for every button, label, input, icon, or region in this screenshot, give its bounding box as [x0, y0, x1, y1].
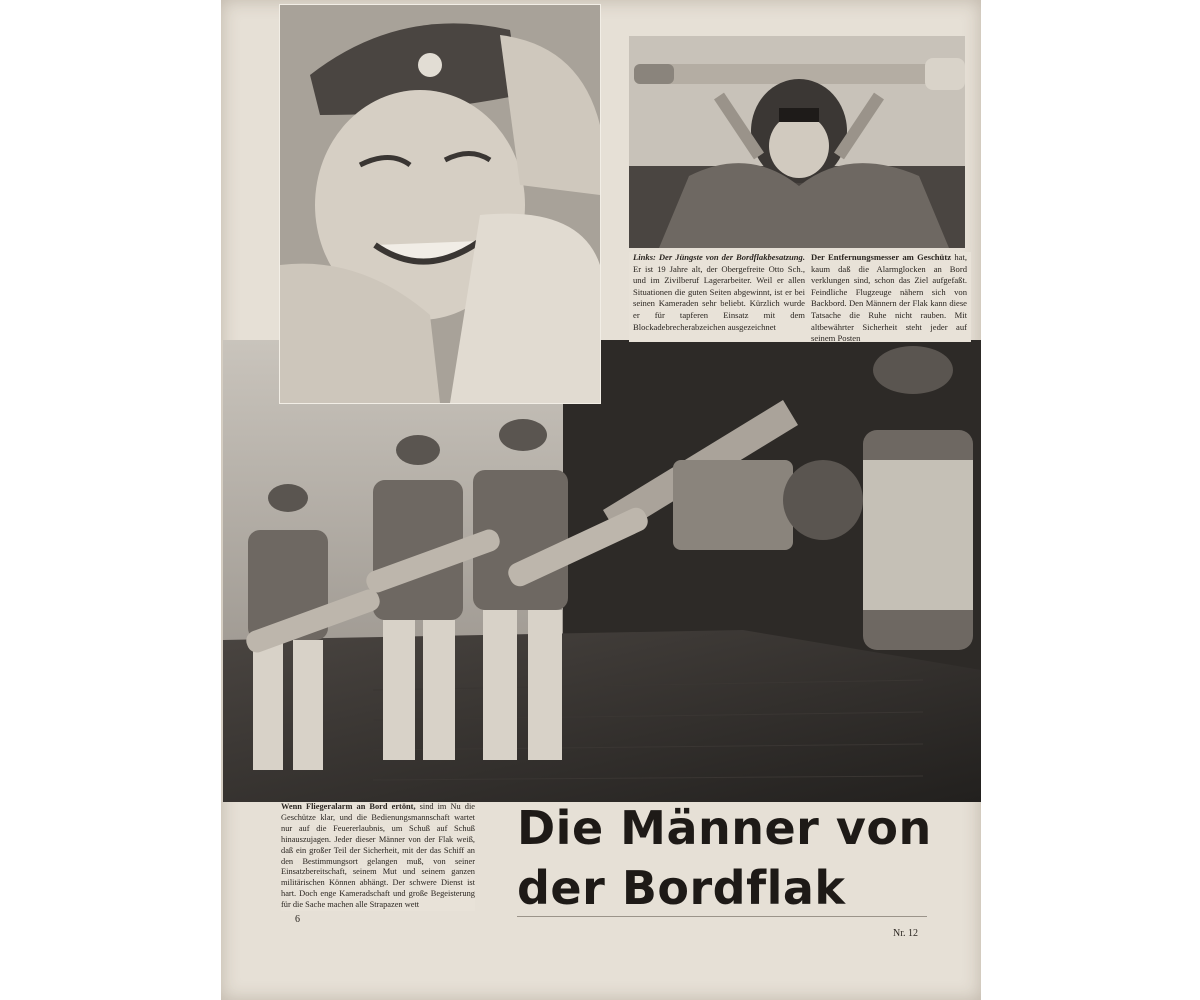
- caption-lead: Wenn Fliegeralarm an Bord ertönt,: [281, 802, 416, 811]
- caption-gun-crew: [281, 802, 475, 911]
- issue-number: Nr. 12: [893, 928, 918, 939]
- caption-lead: Der Entfernungsmesser am Geschütz: [811, 252, 952, 262]
- range-finder-photo: [629, 36, 965, 248]
- article-headline: [517, 798, 957, 918]
- youngest-sailor-photo: [279, 4, 601, 404]
- caption-body: sind im Nu die Geschütze klar, und die Bedienungsmannschaft wartet nur auf die Feuererlaubnis, um Schuß auf Schuß hinauszujagen. Jeder dieser Männer von der Flak weiß, daß ein großer Teil der Sicherheit, mit der das Schiff an den Bestimmungsort gelangen muß, von seiner Einsatzbereitschaft, seinem Mut und seinem ganzen militärischen Können abhängt. Der schwere Dienst ist hart. Doch enge Kameradschaft und große Begeisterung für die Sache machen alle Strapazen wett: [281, 802, 475, 910]
- headline-rule: [517, 916, 927, 917]
- headline-line-2: der Bordflak: [517, 861, 846, 915]
- page-number: 6: [295, 914, 300, 925]
- gun-crew-photo: [223, 340, 981, 802]
- caption-range-finder: [807, 252, 971, 342]
- caption-body: hat, kaum daß die Alarmglocken an Bord verklungen sind, schon das Ziel aufgefaßt. Feindliche Flugzeuge nähern sich von Backbord. Den Männern der Flak kann diese Tatsache die Ruhe nicht rauben. Mit altbewährter Sicherheit steht jeder auf seinem Posten: [811, 252, 967, 344]
- headline-line-1: Die Männer von: [517, 801, 932, 855]
- caption-body: Er ist 19 Jahre alt, der Obergefreite Otto Sch., und im Zivilberuf Lagerarbeiter. Weil er allen Situationen die guten Seiten abgewinnt, ist er bei seinen Kameraden sehr beliebt. Kürzlich wurde er für tapferen Einsatz mit dem Blockadebrecherabzeichen ausgezeichnet: [633, 263, 805, 332]
- caption-youngest-sailor: [629, 252, 809, 342]
- caption-lead: Links: Der Jüngste von der Bordflakbesatzung.: [633, 252, 805, 262]
- magazine-page: [221, 0, 981, 1000]
